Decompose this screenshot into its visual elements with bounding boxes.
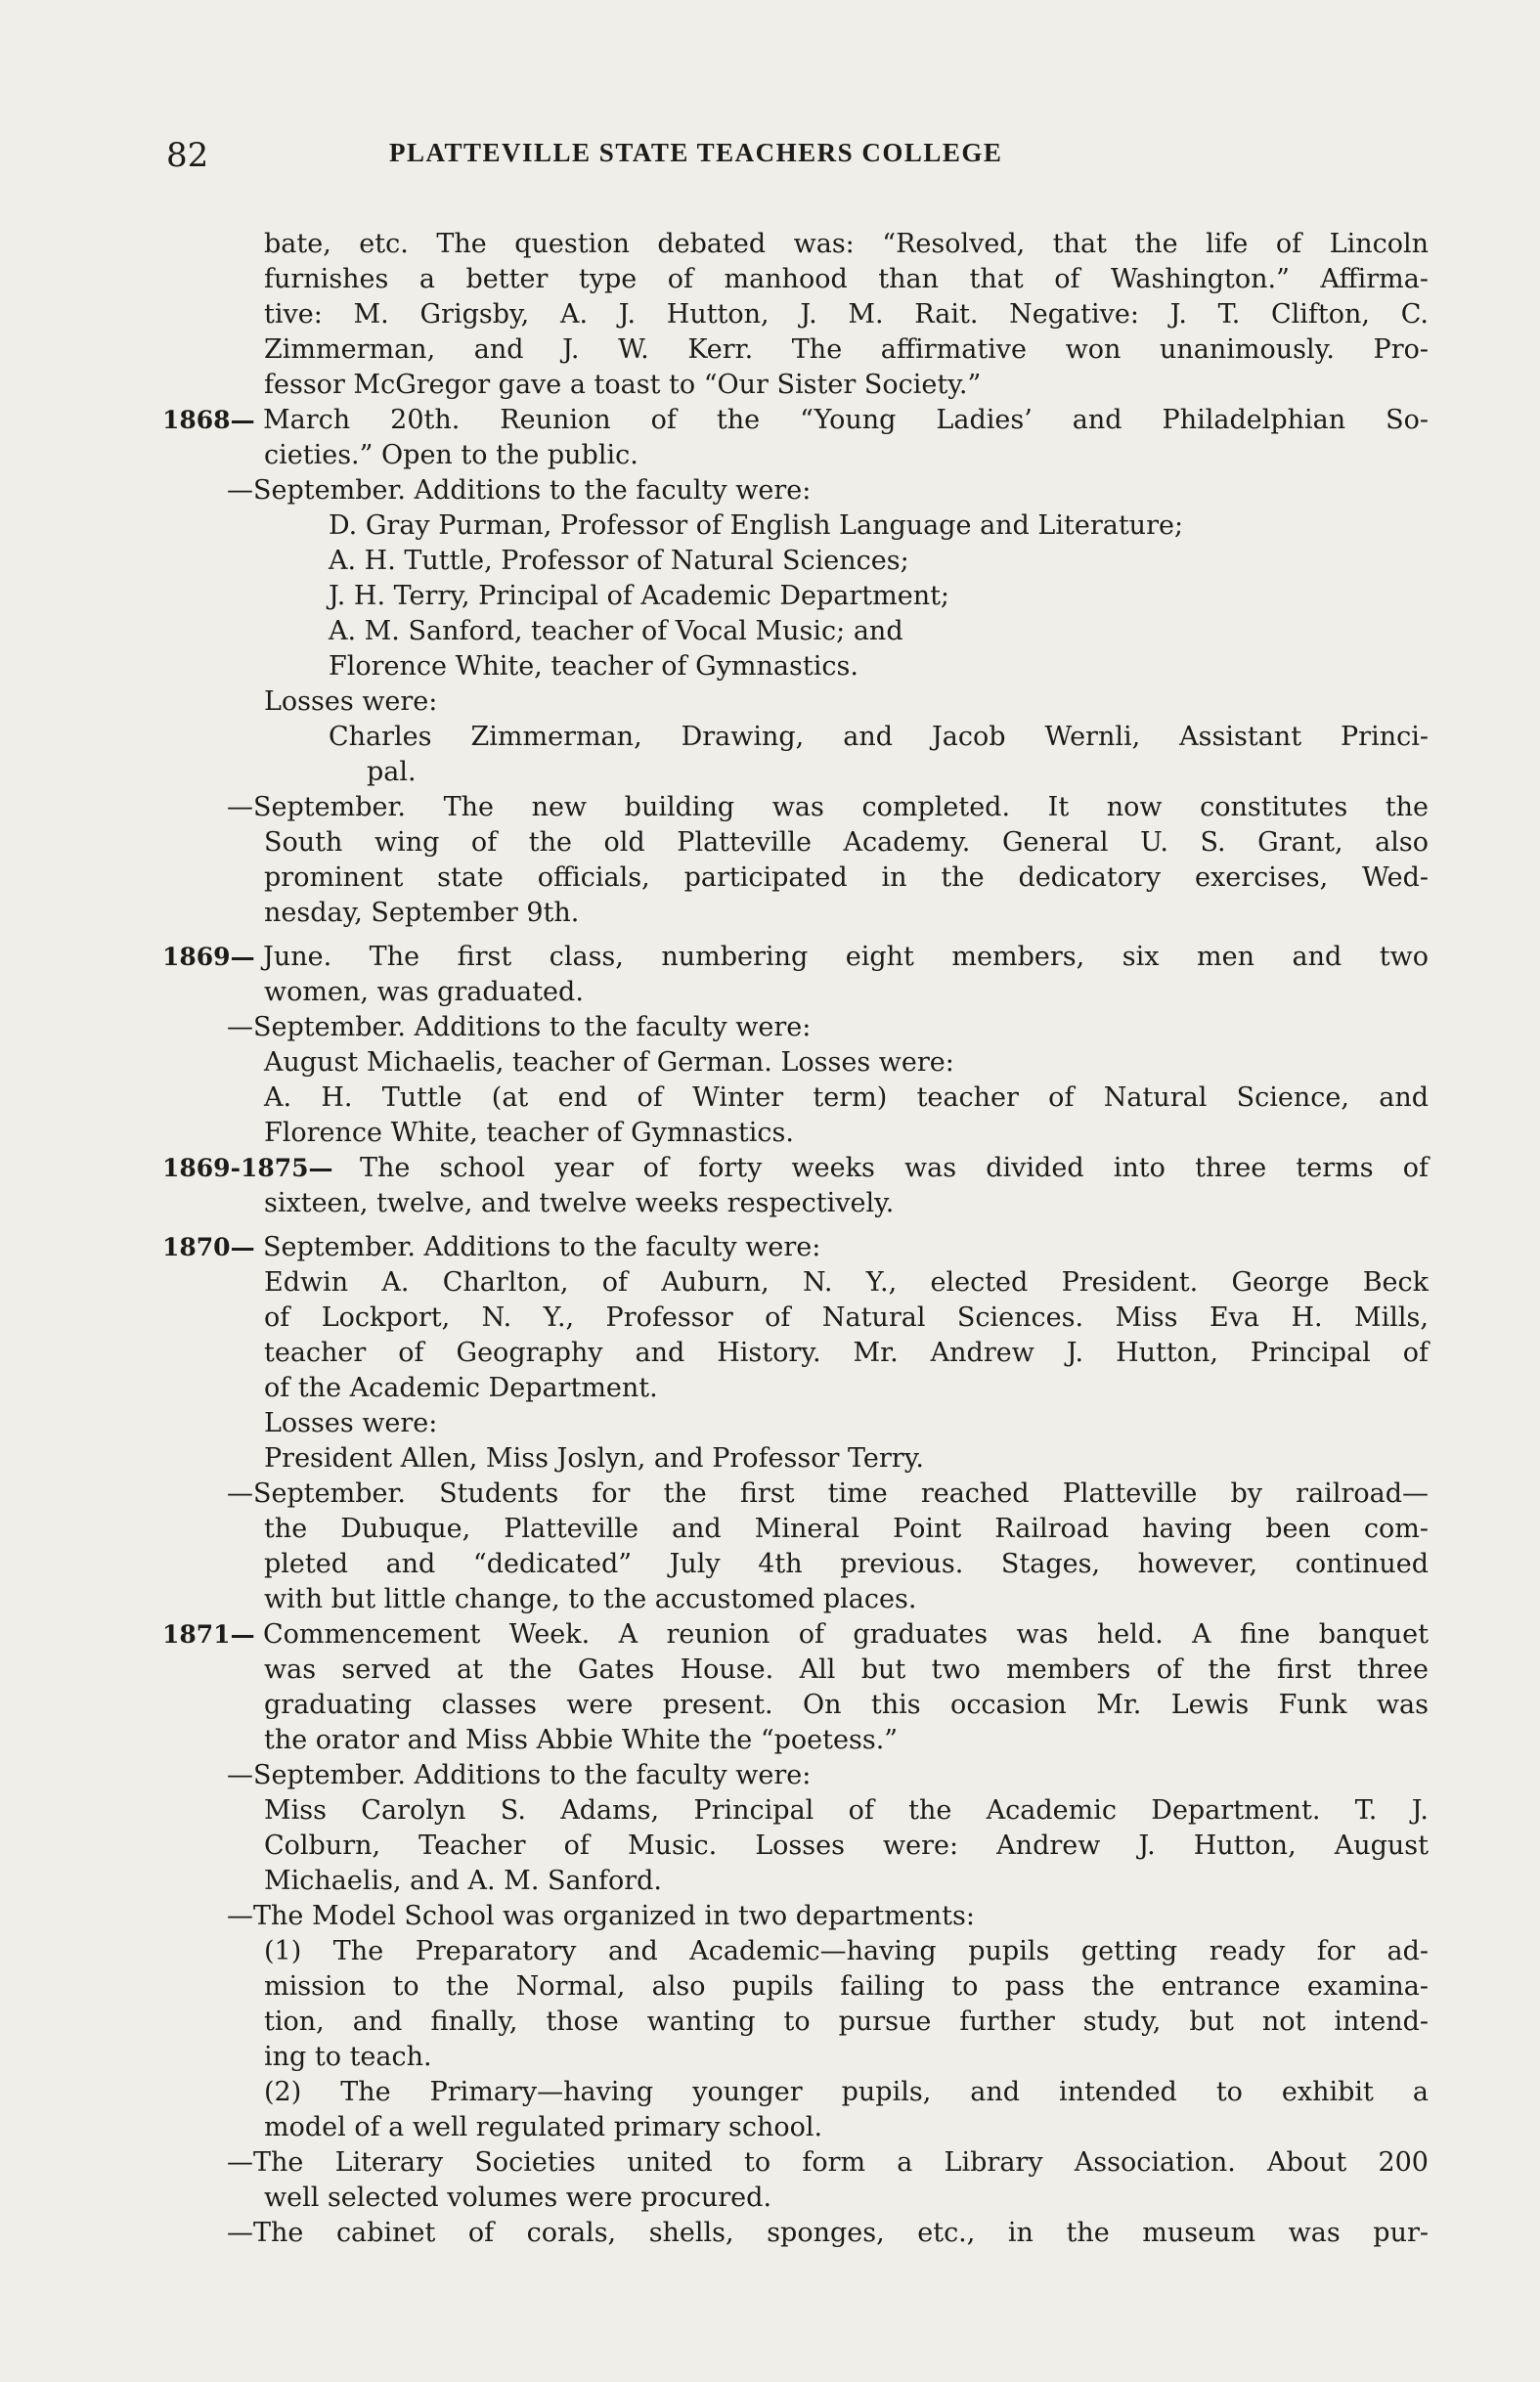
text-line: bate, etc. The question debated was: “Resolved, that the life of Lincoln bbox=[264, 229, 1429, 259]
year-label: 1870— bbox=[162, 1233, 255, 1261]
text-line: Colburn, Teacher of Music. Losses were: Andrew J. Hutton, August bbox=[264, 1831, 1429, 1861]
text-line: sixteen, twelve, and twelve weeks respectively. bbox=[264, 1188, 895, 1218]
text-line: —The Literary Societies united to form a Library Association. About 200 bbox=[227, 2147, 1429, 2178]
text-line: Zimmerman, and J. W. Kerr. The affirmative won unanimously. Pro- bbox=[264, 334, 1429, 365]
text-line: —September. Students for the first time reached Platteville by railroad— bbox=[227, 1478, 1429, 1509]
text-line: A. H. Tuttle, Professor of Natural Sciences; bbox=[329, 546, 909, 576]
text-line: Losses were: bbox=[264, 1408, 438, 1438]
text-line: fessor McGregor gave a toast to “Our Sister Society.” bbox=[264, 370, 982, 400]
text-line: Miss Carolyn S. Adams, Principal of the Academic Department. T. J. bbox=[264, 1795, 1429, 1826]
page-header bbox=[166, 136, 1374, 175]
text-line: teacher of Geography and History. Mr. Andrew J. Hutton, Principal of bbox=[264, 1338, 1429, 1368]
text-line: pal. bbox=[367, 757, 417, 787]
text-line: Michaelis, and A. M. Sanford. bbox=[264, 1866, 662, 1896]
text-line: the orator and Miss Abbie White the “poetess.” bbox=[264, 1725, 899, 1755]
text-line: (1) The Preparatory and Academic—having pupils getting ready for ad- bbox=[264, 1936, 1429, 1966]
text-line: tive: M. Grigsby, A. J. Hutton, J. M. Rait. Negative: J. T. Clifton, C. bbox=[264, 299, 1429, 330]
text-line: mission to the Normal, also pupils failing to pass the entrance examina- bbox=[264, 1971, 1429, 2002]
text-line: cieties.” Open to the public. bbox=[264, 440, 638, 470]
text-line: pleted and “dedicated” July 4th previous. Stages, however, continued bbox=[264, 1549, 1429, 1579]
text-line: Commencement Week. A reunion of graduates was held. A fine banquet bbox=[263, 1619, 1429, 1650]
text-line: A. M. Sanford, teacher of Vocal Music; and bbox=[329, 616, 903, 646]
text-line: Edwin A. Charlton, of Auburn, N. Y., elected President. George Beck bbox=[264, 1267, 1429, 1298]
text-line: —September. Additions to the faculty were: bbox=[227, 475, 812, 506]
text-line: of the Academic Department. bbox=[264, 1373, 658, 1403]
text-line: Charles Zimmerman, Drawing, and Jacob Wernli, Assistant Princi- bbox=[329, 722, 1429, 752]
text-line: —The cabinet of corals, shells, sponges, etc., in the museum was pur- bbox=[227, 2218, 1429, 2248]
page-body bbox=[0, 227, 1540, 2251]
text-line: the Dubuque, Platteville and Mineral Point Railroad having been com- bbox=[264, 1514, 1429, 1544]
text-line: June. The first class, numbering eight members, six men and two bbox=[263, 942, 1429, 972]
text-line: A. H. Tuttle (at end of Winter term) teacher of Natural Science, and bbox=[264, 1082, 1429, 1113]
year-label: 1868— bbox=[162, 406, 255, 434]
text-line: tion, and finally, those wanting to pursue further study, but not intend- bbox=[264, 2007, 1429, 2037]
text-line: Losses were: bbox=[264, 686, 438, 717]
page-number: 82 bbox=[166, 136, 209, 175]
text-line: with but little change, to the accustomed places. bbox=[264, 1584, 917, 1614]
text-line: ing to teach. bbox=[264, 2042, 432, 2072]
text-line: —September. Additions to the faculty were: bbox=[227, 1760, 812, 1790]
text-line: was served at the Gates House. All but two members of the first three bbox=[264, 1654, 1429, 1685]
text-line: August Michaelis, teacher of German. Losses were: bbox=[264, 1047, 954, 1078]
text-line: Florence White, teacher of Gymnastics. bbox=[329, 651, 858, 682]
year-label: 1871— bbox=[162, 1620, 255, 1649]
running-title: PLATTEVILLE STATE TEACHERS COLLEGE bbox=[389, 138, 1003, 167]
text-line: J. H. Terry, Principal of Academic Department; bbox=[329, 581, 950, 611]
text-line: nesday, September 9th. bbox=[264, 898, 580, 928]
text-line: March 20th. Reunion of the “Young Ladies’ and Philadelphian So- bbox=[263, 405, 1429, 435]
text-line: Florence White, teacher of Gymnastics. bbox=[264, 1118, 794, 1148]
text-line: well selected volumes were procured. bbox=[264, 2183, 772, 2213]
text-line: —The Model School was organized in two departments: bbox=[227, 1901, 975, 1931]
text-line: D. Gray Purman, Professor of English Language and Literature; bbox=[329, 510, 1184, 541]
text-line: model of a well regulated primary school. bbox=[264, 2112, 823, 2142]
year-label: 1869— bbox=[162, 943, 255, 971]
text-line: (2) The Primary—having younger pupils, and intended to exhibit a bbox=[264, 2077, 1429, 2107]
text-line: prominent state officials, participated in the dedicatory exercises, Wed- bbox=[264, 862, 1429, 893]
text-line: furnishes a better type of manhood than that of Washington.” Affirma- bbox=[264, 264, 1429, 294]
text-line: The school year of forty weeks was divided into three terms of bbox=[360, 1153, 1429, 1183]
text-line: President Allen, Miss Joslyn, and Professor Terry. bbox=[264, 1443, 924, 1474]
text-line: —September. Additions to the faculty were: bbox=[227, 1012, 812, 1042]
text-line: of Lockport, N. Y., Professor of Natural Sciences. Miss Eva H. Mills, bbox=[264, 1302, 1429, 1333]
text-line: graduating classes were present. On this occasion Mr. Lewis Funk was bbox=[264, 1690, 1429, 1720]
text-line: September. Additions to the faculty were: bbox=[263, 1232, 821, 1262]
text-line: —September. The new building was completed. It now constitutes the bbox=[227, 792, 1429, 822]
year-label: 1869-1875— bbox=[162, 1154, 333, 1182]
text-line: women, was graduated. bbox=[264, 977, 584, 1007]
text-line: South wing of the old Platteville Academy. General U. S. Grant, also bbox=[264, 827, 1429, 858]
